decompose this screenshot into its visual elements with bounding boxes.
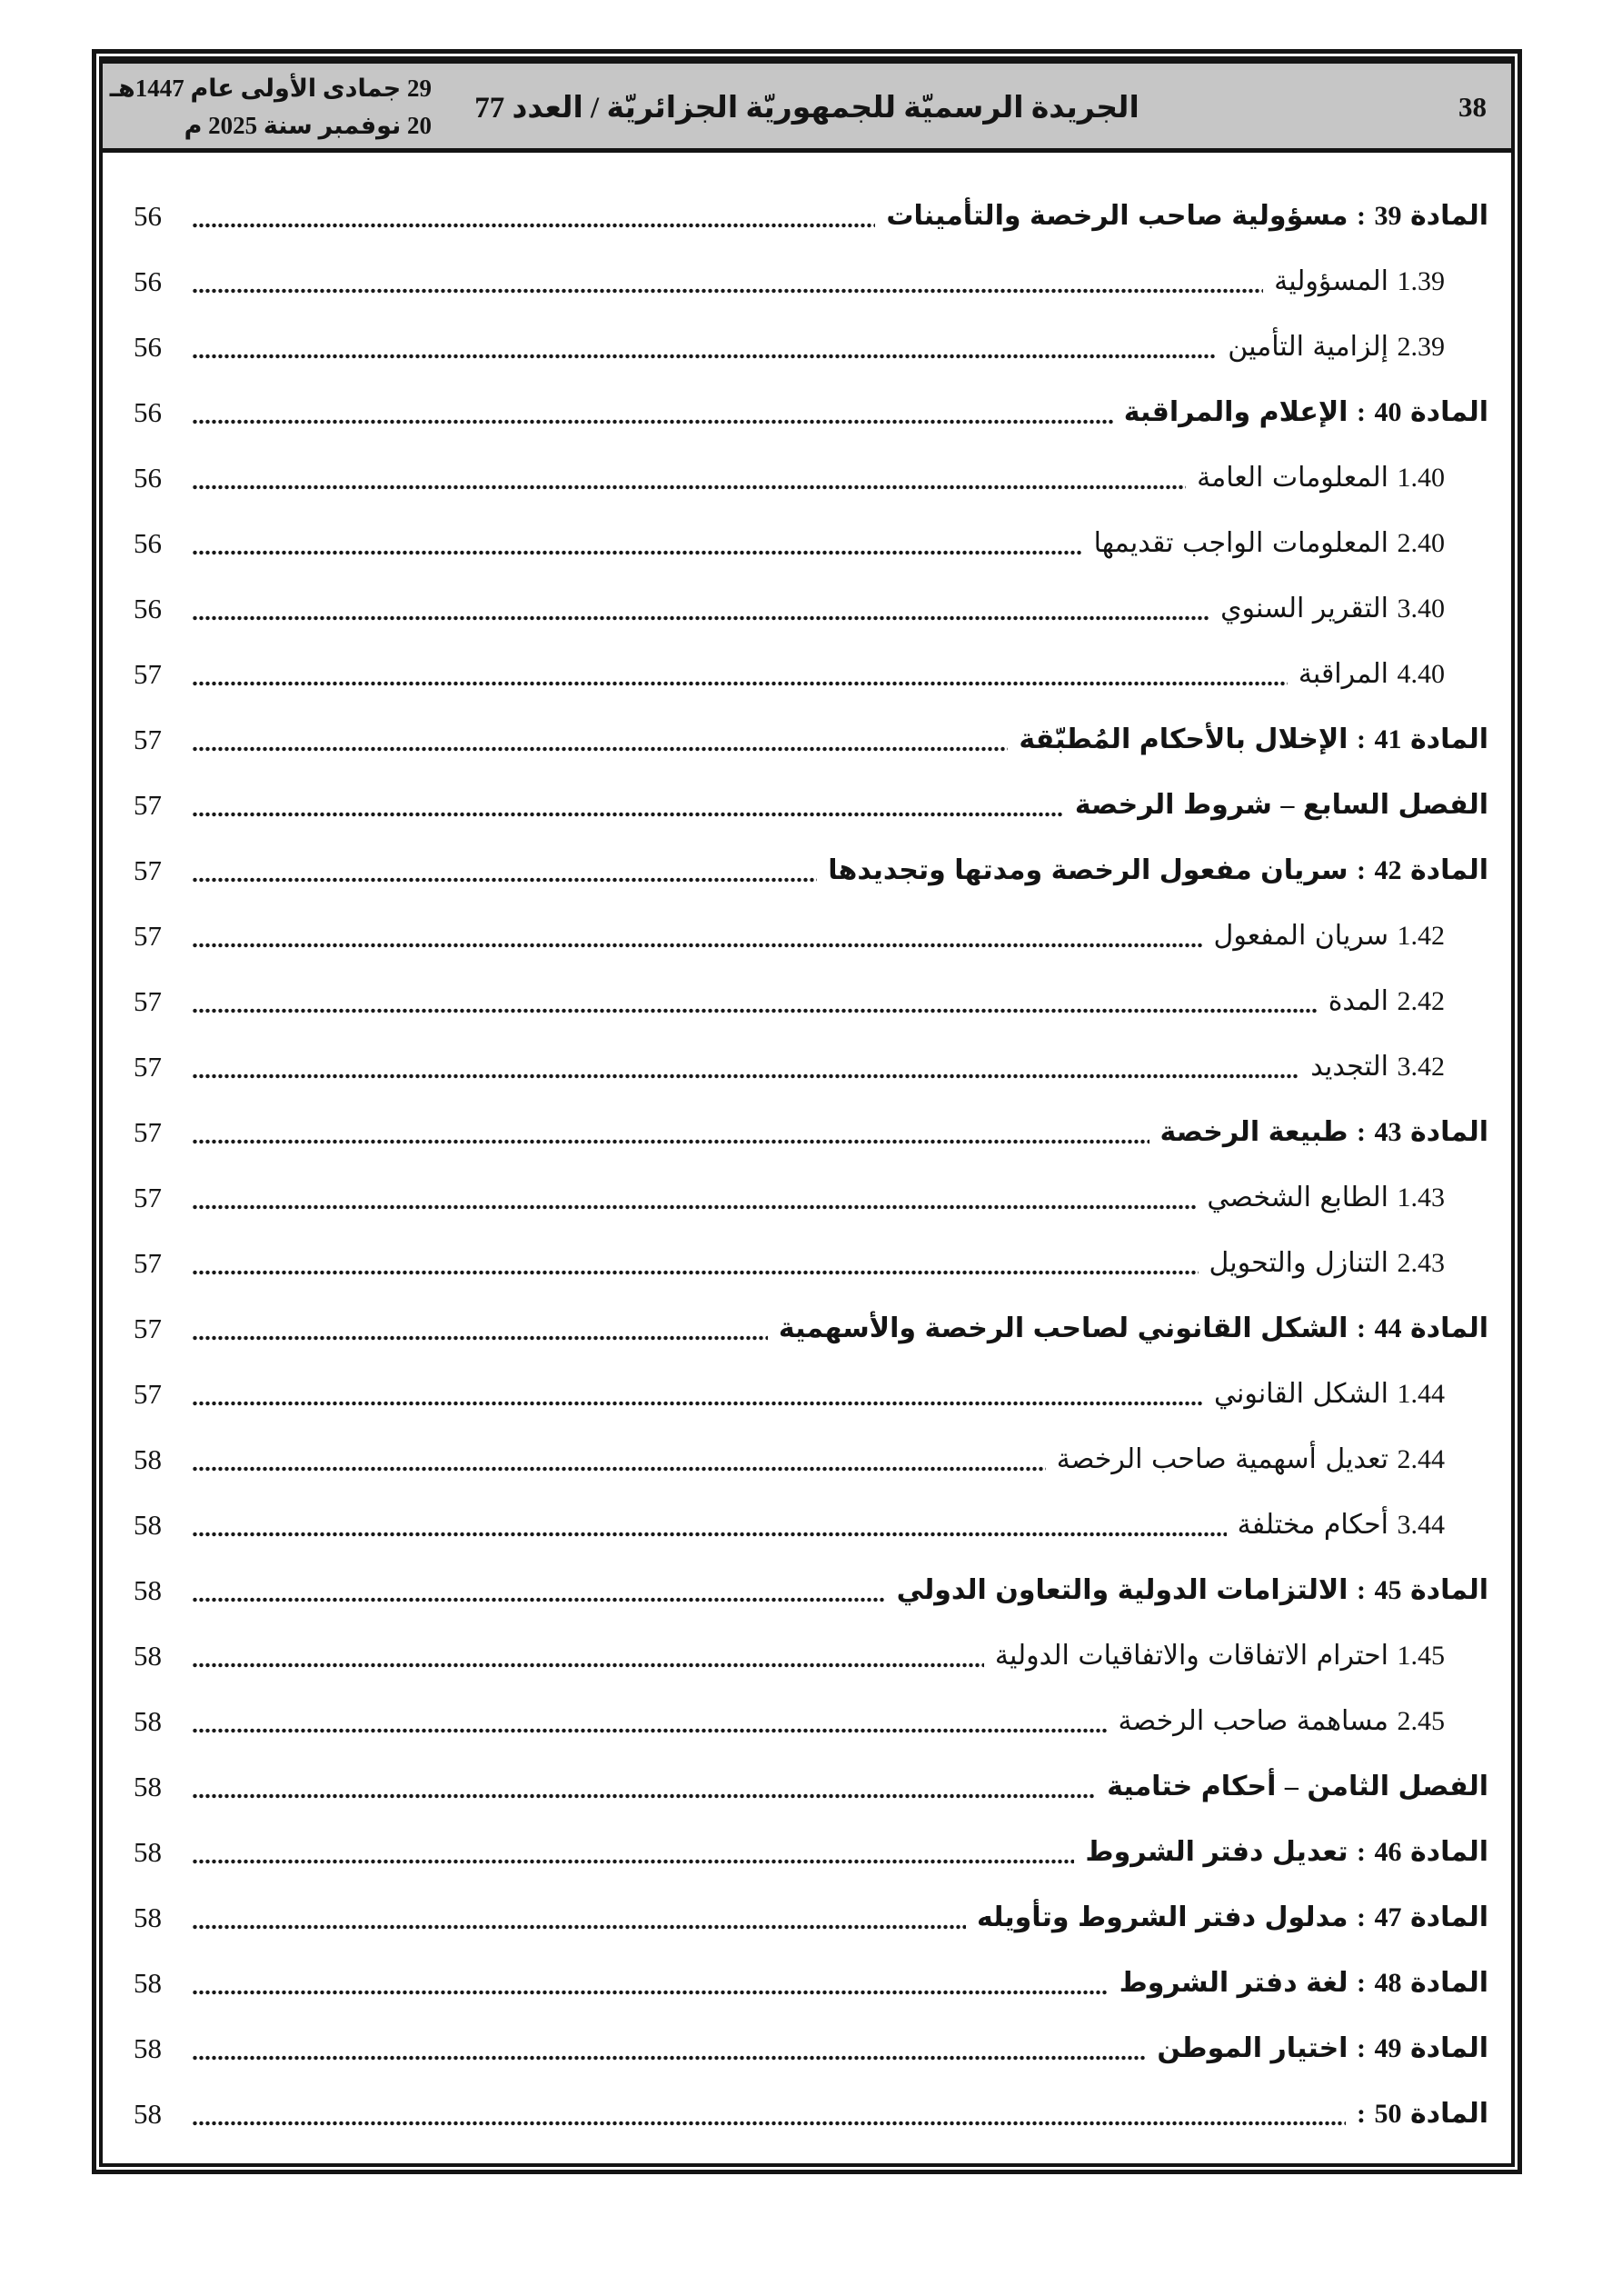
toc-page-number: 58 bbox=[134, 1836, 162, 1869]
toc-page-number: 58 bbox=[134, 1640, 162, 1672]
toc-entry-label: الفصل الثامن – أحكام ختامية bbox=[1107, 1771, 1488, 1802]
toc-row bbox=[134, 1885, 1488, 1951]
toc-dot-leader bbox=[192, 1858, 1074, 1865]
toc-dot-leader bbox=[192, 1400, 1203, 1407]
toc-page-number: 57 bbox=[134, 724, 162, 756]
toc-row bbox=[134, 1165, 1488, 1231]
toc-row bbox=[134, 903, 1488, 969]
toc-page-number: 57 bbox=[134, 1116, 162, 1149]
toc-row bbox=[134, 1362, 1488, 1427]
toc-dot-leader bbox=[192, 287, 1263, 294]
toc-row bbox=[134, 576, 1488, 642]
toc-row bbox=[134, 773, 1488, 838]
toc-dot-leader bbox=[192, 484, 1186, 491]
toc-entry-label: المادة 44 : الشكل القانوني لصاحب الرخصة والأسهمية bbox=[778, 1313, 1488, 1343]
toc-entry-label: 1.39 المسؤولية bbox=[1274, 265, 1445, 296]
toc-entry-label: 3.40 التقرير السنوي bbox=[1220, 593, 1445, 624]
toc-page-number: 56 bbox=[134, 593, 162, 625]
toc-page-number: 57 bbox=[134, 1051, 162, 1083]
toc-page-number: 58 bbox=[134, 1443, 162, 1476]
header-page-number: 38 bbox=[1458, 91, 1487, 123]
toc-entry-label: المادة 41 : الإخلال بالأحكام المُطبّقة bbox=[1019, 724, 1488, 754]
toc-page-number: 56 bbox=[134, 396, 162, 429]
toc-entry-label: 2.45 مساهمة صاحب الرخصة bbox=[1118, 1705, 1445, 1736]
table-of-contents bbox=[103, 184, 1511, 2147]
toc-page-number: 57 bbox=[134, 789, 162, 822]
toc-dot-leader bbox=[192, 1596, 886, 1603]
toc-row bbox=[134, 969, 1488, 1034]
toc-dot-leader bbox=[192, 1334, 768, 1342]
toc-page-number: 58 bbox=[134, 1771, 162, 1803]
toc-entry-label: 2.40 المعلومات الواجب تقديمها bbox=[1093, 527, 1445, 558]
toc-row bbox=[134, 184, 1488, 249]
toc-entry-label: المادة 50 : bbox=[1356, 2098, 1488, 2129]
toc-dot-leader bbox=[192, 353, 1217, 360]
header-band bbox=[103, 60, 1511, 153]
toc-page-number: 58 bbox=[134, 1509, 162, 1542]
toc-page-number: 56 bbox=[134, 200, 162, 233]
toc-dot-leader bbox=[192, 876, 817, 883]
toc-dot-leader bbox=[192, 614, 1209, 622]
toc-dot-leader bbox=[192, 1465, 1046, 1472]
toc-page-number: 57 bbox=[134, 985, 162, 1018]
toc-page-number: 57 bbox=[134, 920, 162, 953]
toc-dot-leader bbox=[192, 1662, 984, 1669]
toc-row bbox=[134, 314, 1488, 380]
toc-row bbox=[134, 249, 1488, 314]
toc-entry-label: المادة 40 : الإعلام والمراقبة bbox=[1123, 396, 1488, 427]
toc-page-number: 57 bbox=[134, 1247, 162, 1280]
toc-row bbox=[134, 1296, 1488, 1362]
toc-dot-leader bbox=[192, 1203, 1196, 1211]
toc-entry-label: 2.39 إلزامية التأمين bbox=[1228, 331, 1445, 362]
toc-dot-leader bbox=[192, 1727, 1107, 1734]
toc-page-number: 57 bbox=[134, 854, 162, 887]
toc-page-number: 56 bbox=[134, 331, 162, 364]
toc-dot-leader bbox=[192, 549, 1083, 556]
toc-row bbox=[134, 2081, 1488, 2147]
toc-dot-leader bbox=[192, 942, 1203, 949]
toc-row bbox=[134, 642, 1488, 707]
toc-dot-leader bbox=[192, 811, 1064, 818]
toc-row bbox=[134, 1820, 1488, 1885]
toc-entry-label: المادة 43 : طبيعة الرخصة bbox=[1159, 1116, 1488, 1147]
toc-row bbox=[134, 1558, 1488, 1623]
toc-entry-label: الفصل السابع – شروط الرخصة bbox=[1074, 789, 1488, 820]
toc-entry-label: المادة 42 : سريان مفعول الرخصة ومدتها وتجديدها bbox=[828, 854, 1488, 885]
toc-entry-label: 1.45 احترام الاتفاقات والاتفاقيات الدولية bbox=[994, 1640, 1445, 1671]
toc-row bbox=[134, 1951, 1488, 2016]
toc-dot-leader bbox=[192, 222, 875, 229]
toc-entry-label: 1.40 المعلومات العامة bbox=[1197, 462, 1445, 493]
toc-page-number: 58 bbox=[134, 1574, 162, 1607]
toc-row bbox=[134, 838, 1488, 903]
toc-entry-label: المادة 47 : مدلول دفتر الشروط وتأويله bbox=[976, 1902, 1488, 1932]
toc-row bbox=[134, 511, 1488, 576]
toc-dot-leader bbox=[192, 2054, 1146, 2061]
toc-page-number: 58 bbox=[134, 1902, 162, 1934]
toc-page-number: 58 bbox=[134, 1967, 162, 2000]
toc-page-number: 57 bbox=[134, 1378, 162, 1411]
toc-page-number: 56 bbox=[134, 527, 162, 560]
toc-dot-leader bbox=[192, 1138, 1149, 1145]
toc-entry-label: 1.44 الشكل القانوني bbox=[1213, 1378, 1445, 1409]
toc-row bbox=[134, 707, 1488, 773]
toc-dot-leader bbox=[192, 1792, 1096, 1800]
toc-dot-leader bbox=[192, 2120, 1346, 2127]
toc-entry-label: 1.42 سريان المفعول bbox=[1213, 920, 1445, 951]
toc-row bbox=[134, 1427, 1488, 1492]
page-frame-inner bbox=[99, 56, 1515, 2167]
toc-entry-label: 3.42 التجديد bbox=[1310, 1051, 1445, 1082]
toc-entry-label: 3.44 أحكام مختلفة bbox=[1237, 1509, 1445, 1540]
header-date-gregorian: 20 نوفمبر سنة 2025 م bbox=[184, 112, 432, 139]
toc-dot-leader bbox=[192, 1073, 1299, 1080]
toc-dot-leader bbox=[192, 680, 1288, 687]
toc-row bbox=[134, 2016, 1488, 2081]
toc-dot-leader bbox=[192, 418, 1113, 425]
toc-entry-label: المادة 39 : مسؤولية صاحب الرخصة والتأمينات bbox=[886, 200, 1488, 231]
toc-row bbox=[134, 380, 1488, 445]
toc-page-number: 57 bbox=[134, 1182, 162, 1214]
toc-dot-leader bbox=[192, 1269, 1199, 1276]
toc-row bbox=[134, 1034, 1488, 1100]
toc-row bbox=[134, 1754, 1488, 1820]
toc-entry-label: المادة 46 : تعديل دفتر الشروط bbox=[1085, 1836, 1488, 1867]
toc-entry-label: 2.44 تعديل أسهمية صاحب الرخصة bbox=[1056, 1443, 1445, 1474]
toc-entry-label: 1.43 الطابع الشخصي bbox=[1207, 1182, 1445, 1213]
toc-page-number: 57 bbox=[134, 1313, 162, 1345]
toc-dot-leader bbox=[192, 1923, 966, 1931]
toc-entry-label: 2.43 التنازل والتحويل bbox=[1209, 1247, 1445, 1278]
toc-entry-label: المادة 48 : لغة دفتر الشروط bbox=[1119, 1967, 1488, 1998]
toc-entry-label: المادة 45 : الالتزامات الدولية والتعاون الدولي bbox=[896, 1574, 1488, 1605]
toc-row bbox=[134, 1100, 1488, 1165]
toc-page-number: 58 bbox=[134, 2098, 162, 2131]
toc-dot-leader bbox=[192, 1989, 1109, 1996]
toc-row bbox=[134, 1689, 1488, 1754]
toc-row bbox=[134, 445, 1488, 511]
header-date-hijri: 29 جمادى الأولى عام 1447هـ bbox=[109, 75, 432, 102]
toc-row bbox=[134, 1623, 1488, 1689]
toc-entry-label: 2.42 المدة bbox=[1328, 985, 1445, 1016]
toc-row bbox=[134, 1231, 1488, 1296]
page-frame bbox=[92, 49, 1522, 2174]
journal-title: الجريدة الرسميّة للجمهوريّة الجزائريّة / العدد 77 bbox=[474, 92, 1139, 125]
toc-dot-leader bbox=[192, 1531, 1227, 1538]
toc-page-number: 56 bbox=[134, 462, 162, 494]
toc-page-number: 58 bbox=[134, 1705, 162, 1738]
toc-entry-label: المادة 49 : اختيار الموطن bbox=[1157, 2032, 1488, 2063]
toc-dot-leader bbox=[192, 1007, 1318, 1014]
toc-page-number: 58 bbox=[134, 2032, 162, 2065]
toc-page-number: 56 bbox=[134, 265, 162, 298]
toc-page-number: 57 bbox=[134, 658, 162, 691]
toc-entry-label: 4.40 المراقبة bbox=[1298, 658, 1445, 689]
toc-dot-leader bbox=[192, 745, 1008, 753]
toc-row bbox=[134, 1492, 1488, 1558]
